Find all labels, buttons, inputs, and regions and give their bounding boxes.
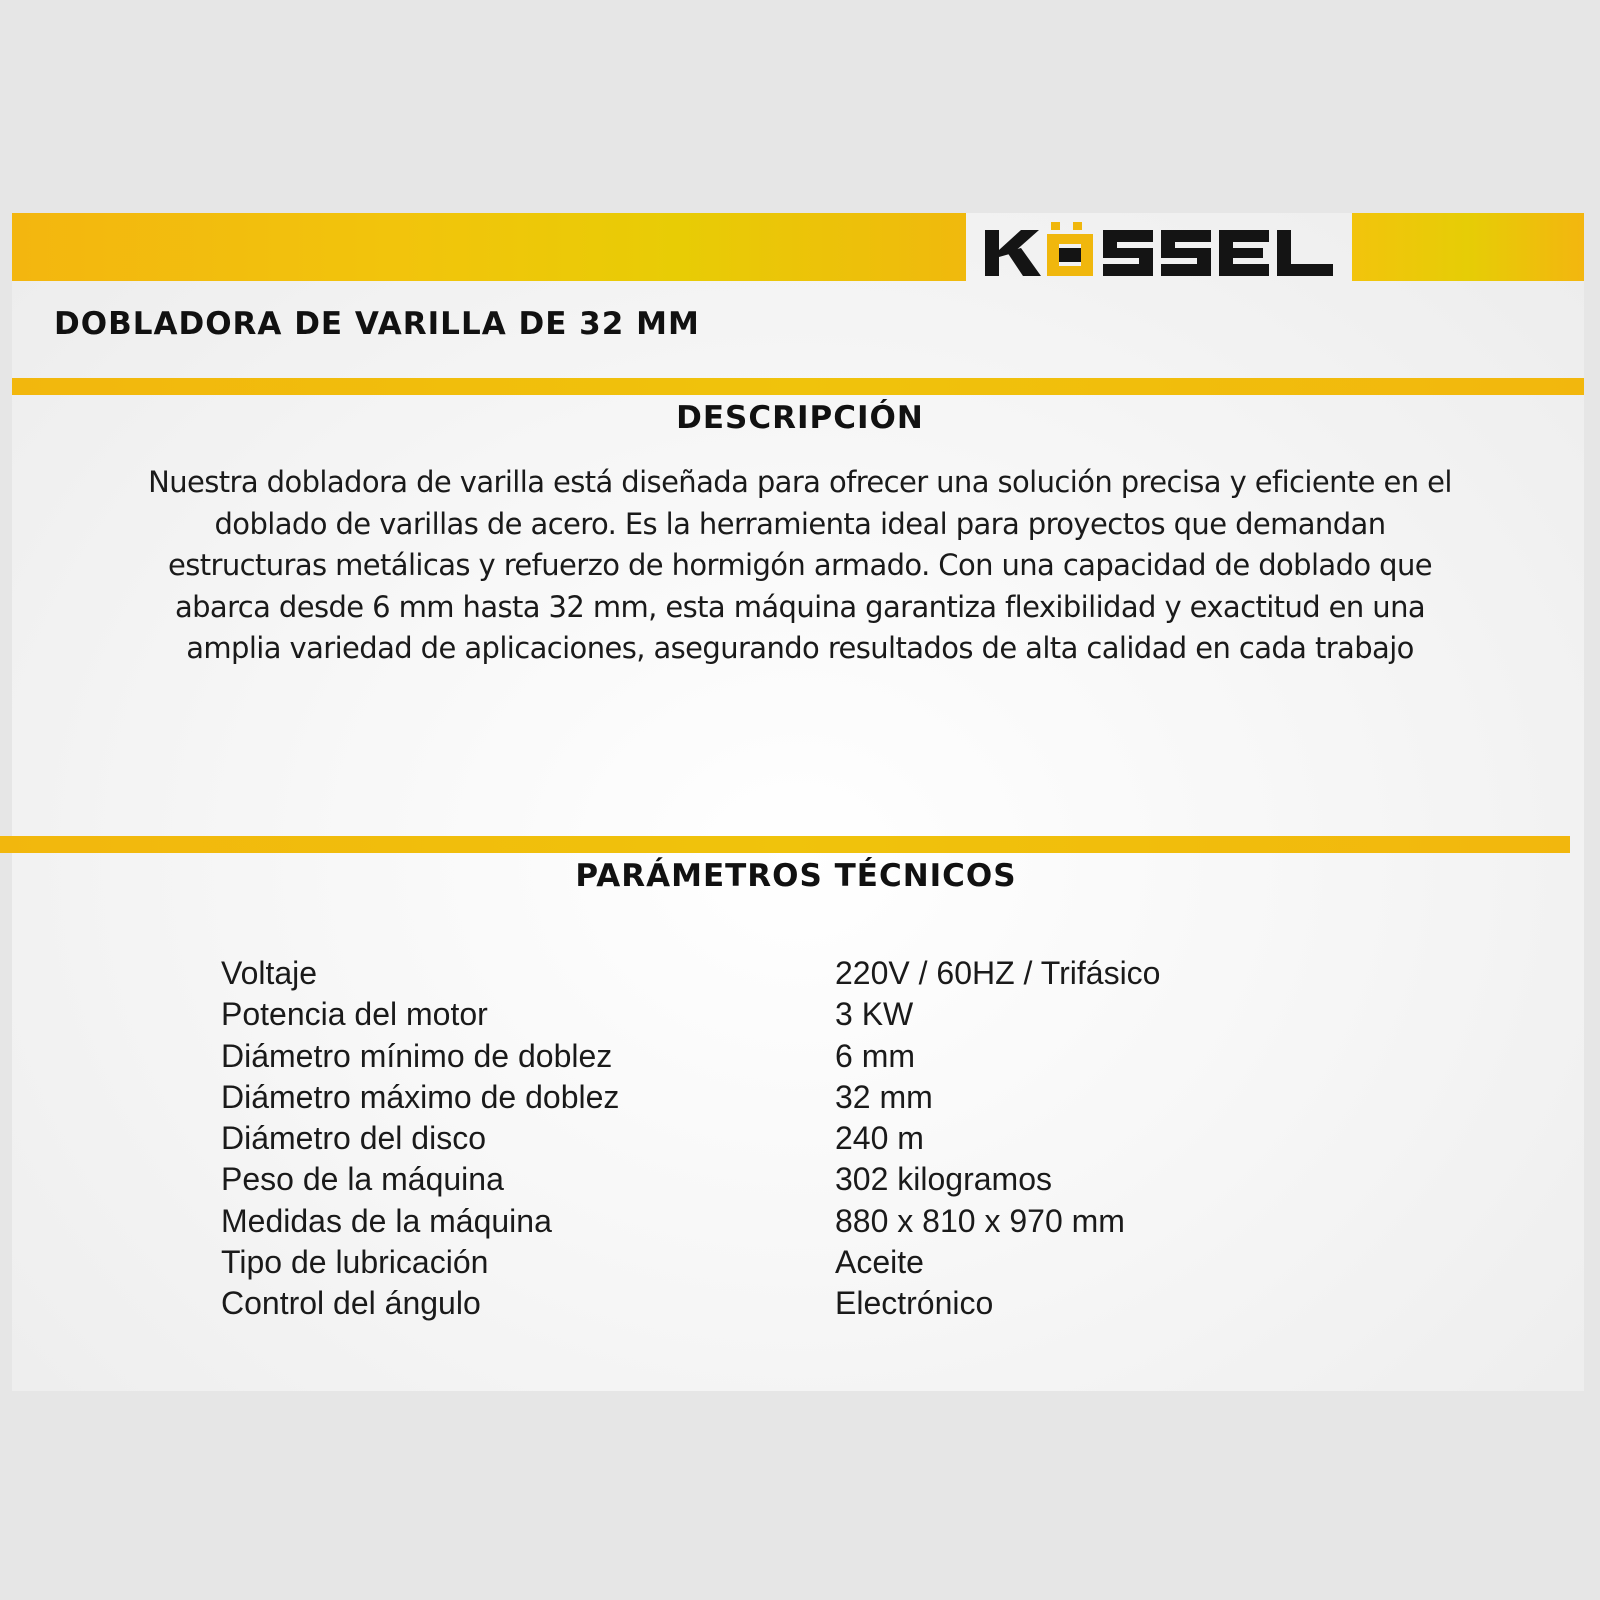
table-row [221,1242,1160,1283]
param-label: Voltaje [221,955,318,991]
param-label: Diámetro máximo de doblez [221,1078,620,1115]
table-row [221,1077,1160,1118]
description-line: Nuestra dobladora de varilla está diseñada para ofrecer una solución precisa y eficiente en el [148,465,1452,499]
param-label: Control del ángulo [221,1285,481,1322]
param-label: Peso de la máquina [221,1161,504,1198]
table-row [221,1036,1160,1077]
param-value: 32 mm [835,1078,933,1115]
divider-stripe [0,836,1570,853]
description-line: doblado de varillas de acero. Es la herramienta ideal para proyectos que demandan [214,506,1386,541]
description-line: amplia variedad de aplicaciones, asegurando resultados de alta calidad en cada trabajo [186,631,1414,665]
param-label: Medidas de la máquina [221,1202,552,1239]
param-label: Diámetro mínimo de doblez [221,1037,613,1074]
header-bar-right [1352,213,1584,281]
param-value: 240 m [835,1120,924,1157]
param-value: 6 mm [835,1037,915,1074]
table-row [221,1283,1160,1324]
table-row [221,953,1160,994]
param-value: 3 KW [835,996,914,1033]
table-row [221,1201,1160,1242]
divider-stripe [12,378,1584,395]
parameters-heading: PARÁMETROS TÉCNICOS [575,858,1017,894]
description-line: abarca desde 6 mm hasta 32 mm, esta máquina garantiza flexibilidad y exactitud en una [174,589,1426,624]
param-value: 302 kilogramos [835,1161,1052,1198]
product-title: DOBLADORA DE VARILLA DE 32 MM [54,306,700,342]
description-text [120,462,1480,670]
parameters-table [221,953,1160,1325]
param-value: 880 x 810 x 970 mm [835,1202,1125,1239]
param-value: 220V / 60HZ / Trifásico [835,955,1161,991]
table-row [221,1159,1160,1200]
param-value: Aceite [835,1244,924,1281]
param-label: Diámetro del disco [221,1120,486,1157]
param-label: Tipo de lubricación [221,1244,489,1281]
header-bar-left [12,213,966,281]
kossel-logo [985,222,1333,280]
description-line: estructuras metálicas y refuerzo de hormigón armado. Con una capacidad de doblado que [167,548,1432,582]
table-row [221,1118,1160,1159]
description-heading: DESCRIPCIÓN [676,400,924,436]
param-label: Potencia del motor [221,996,488,1033]
param-value: Electrónico [835,1285,994,1322]
table-row [221,994,1160,1035]
